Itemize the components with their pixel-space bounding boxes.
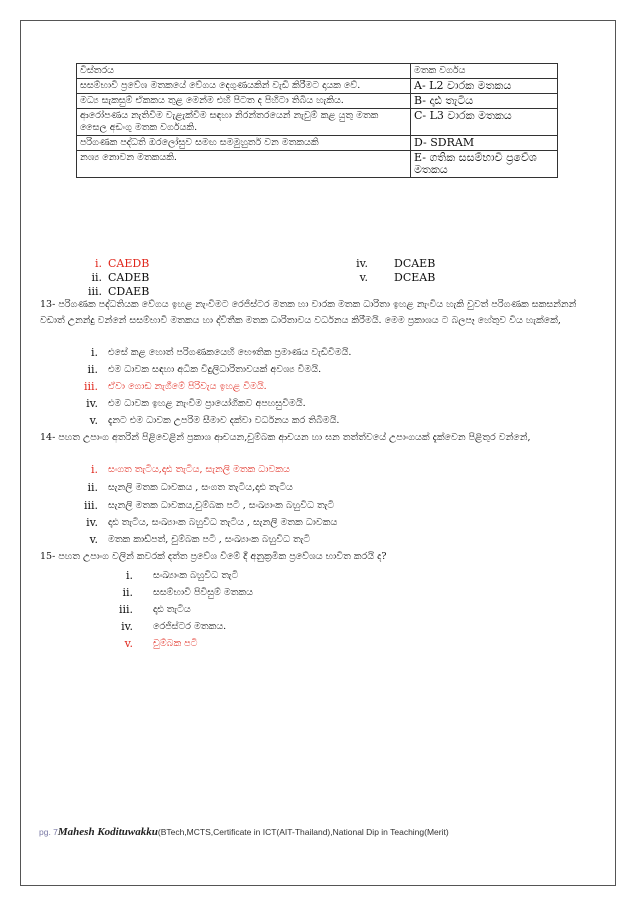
option-text: සසම්භාවී පිවිසුම් මතකය — [153, 587, 253, 598]
author-credentials: (BTech,MCTS,Certificate in ICT(AIT-Thailand),National Dip in Teaching(Merit) — [157, 827, 449, 837]
option-text: සංඛ්‍යාංක බහුවිධ තැටි — [153, 570, 239, 581]
table-cell: පරිගණක පද්ධති ඔරලෝසුව සමඟ සමමුහුර්ත වන මතකයකි — [77, 136, 411, 151]
table-cell: B- දෘඪ තැටිය — [411, 94, 558, 109]
matching-table — [76, 63, 558, 178]
table-row — [77, 109, 558, 136]
question-13-stem: 13- පරිගණක පද්ධතියක වේගය ඉහළ නැංවීමට රෙජිස්ටර මතක හා වාරක මතක ධාරිතා ඉහළ නැංවිය හැකි වුවත් පරිගණක සකසන්නන් වඩාත් උනන්දු වන්නේ සසම්භාවී මතකය හා ද්විතීක මතක ධාරිතාවය වර්ධනය කිරීමයි. මෙම ප්‍රකාශය ට බලපෑ හේතුව විය හැක්කේ, — [40, 299, 577, 326]
option-text: සංගත තැටිය,දෘඪ තැටිය, සැනලි මතක ධාවකය — [108, 464, 290, 475]
option-number: v. — [89, 414, 98, 427]
option-text: මතක කාඩ්පත්, චුම්බක පටි , සංඛ්‍යාංක බහුවිධ තැටි — [108, 534, 311, 545]
option-number: i. — [125, 569, 133, 582]
option-text: DCEAB — [394, 271, 436, 284]
table-cell: මධ්‍ය සැකසුම් ඒකකය තුළ මෙන්ම එහි පිටත ද පිහිටා තිබිය හැකිය. — [77, 94, 411, 109]
option-text: CAEDB — [108, 257, 150, 270]
option-text: සැනලි මතක ධාවකය , සංගත තැටිය,දෘඪ තැටිය — [108, 482, 293, 493]
table-cell: C- L3 වාරක මතකය — [411, 109, 558, 136]
page-number: pg. 7 — [39, 827, 58, 837]
table-cell: D- SDRAM — [411, 136, 558, 151]
option-text: ඒවා ගොඩ නැගීමේ පිරිවැය ඉහළ වීමයි. — [108, 381, 267, 392]
table-row — [77, 136, 558, 151]
option-text: දෘඪ තැටිය, සංඛ්‍යාංක බහුවිධ තැටිය , සැනලි මතක ධාවකය — [108, 517, 338, 528]
table-header-cell: විස්තරය — [77, 64, 411, 79]
option-text: දෘඪ තැටිය — [153, 604, 191, 615]
option-number: i. — [94, 257, 102, 270]
table-cell: A- L2 වාරක මතකය — [411, 79, 558, 94]
option-number: iii. — [83, 499, 98, 512]
page-footer — [39, 826, 449, 838]
option-number: ii. — [91, 271, 102, 284]
option-number: ii. — [87, 481, 98, 494]
table-cell: ආරෝපණය නැතිවීම වැළැක්වීම සඳහා නිරන්තරයෙන් නැවුම් කළ යුතු මතක සෛල අඩංගු මතක වර්ගයකි. — [77, 109, 411, 136]
author-name: Mahesh Kodituwakku — [57, 826, 158, 838]
option-text: CDAEB — [108, 285, 150, 298]
option-number: iv. — [121, 620, 133, 633]
table-row — [77, 79, 558, 94]
option-number: i. — [90, 346, 98, 359]
table-cell: සසම්භාවී ප්‍රවේශ මතකයේ වේගය දෙගුණයකින් වැඩි කිරීමට දායක වේ. — [77, 79, 411, 94]
option-number: ii. — [122, 586, 133, 599]
option-text: එම ධාවක සඳහා අධික විදුලිධාරිතාවයක් අවශ්‍ය වීමයි. — [108, 364, 322, 375]
table-row — [77, 151, 558, 178]
option-number: iv. — [356, 257, 368, 270]
table-row — [77, 94, 558, 109]
option-text: දැනට එම ධාවක උපරිම සීමාව දක්වා වර්ධනය කර තිබීමයි. — [108, 415, 340, 426]
option-number: iv. — [86, 397, 98, 410]
option-number: i. — [90, 463, 98, 476]
option-number: v. — [359, 271, 368, 284]
option-text: DCAEB — [394, 257, 436, 270]
option-text: චුම්බක පටි — [153, 638, 198, 649]
question-14-stem: 14- පහත උපාංග අතරින් පිළිවෙළින් ප්‍රකාශ ආචයන,චුම්බක ආචයන හා ඝන තත්ත්වයේ උපාංගයක් දැක්වෙන පිළිතුර වන්නේ, — [40, 432, 531, 443]
question-15-stem: 15- පහත උපාංග වලින් කවරක් දත්ත ප්‍රවේශ වීමේ දී අනුක්‍රමික ප්‍රවේශය භාවිත කරයි ද? — [40, 551, 387, 562]
option-number: v. — [89, 533, 98, 546]
table-cell: E- ගතික සසම්භාවී ප්‍රවේශ මතකය — [411, 151, 558, 178]
option-text: එසේ කළ හොත් පරිගණකයෙහි භෞතික ප්‍රමාණය වැඩිවීමයි. — [108, 347, 352, 358]
option-number: iii. — [83, 380, 98, 393]
option-number: ii. — [87, 363, 98, 376]
table-header-row — [77, 64, 558, 79]
option-number: iii. — [118, 603, 133, 616]
option-number: iv. — [86, 516, 98, 529]
option-number: iii. — [87, 285, 102, 298]
option-text: රෙජිස්ටර මතකය. — [153, 621, 227, 632]
option-text: CADEB — [108, 271, 150, 284]
option-number: v. — [124, 637, 133, 650]
option-text: එම ධාවක ඉහළ නැංවීම ප්‍රායෝගිකව අපහසුවීමයි. — [108, 398, 306, 409]
table-cell: නශ්‍ය නොවන මතකයකි. — [77, 151, 411, 178]
table-header-cell: මතක වර්ගය — [411, 64, 558, 79]
option-text: සැනලි මතක ධාවකය,චුම්බක පටි , සංඛ්‍යාංක බහුවිධ තැටි — [108, 500, 335, 511]
